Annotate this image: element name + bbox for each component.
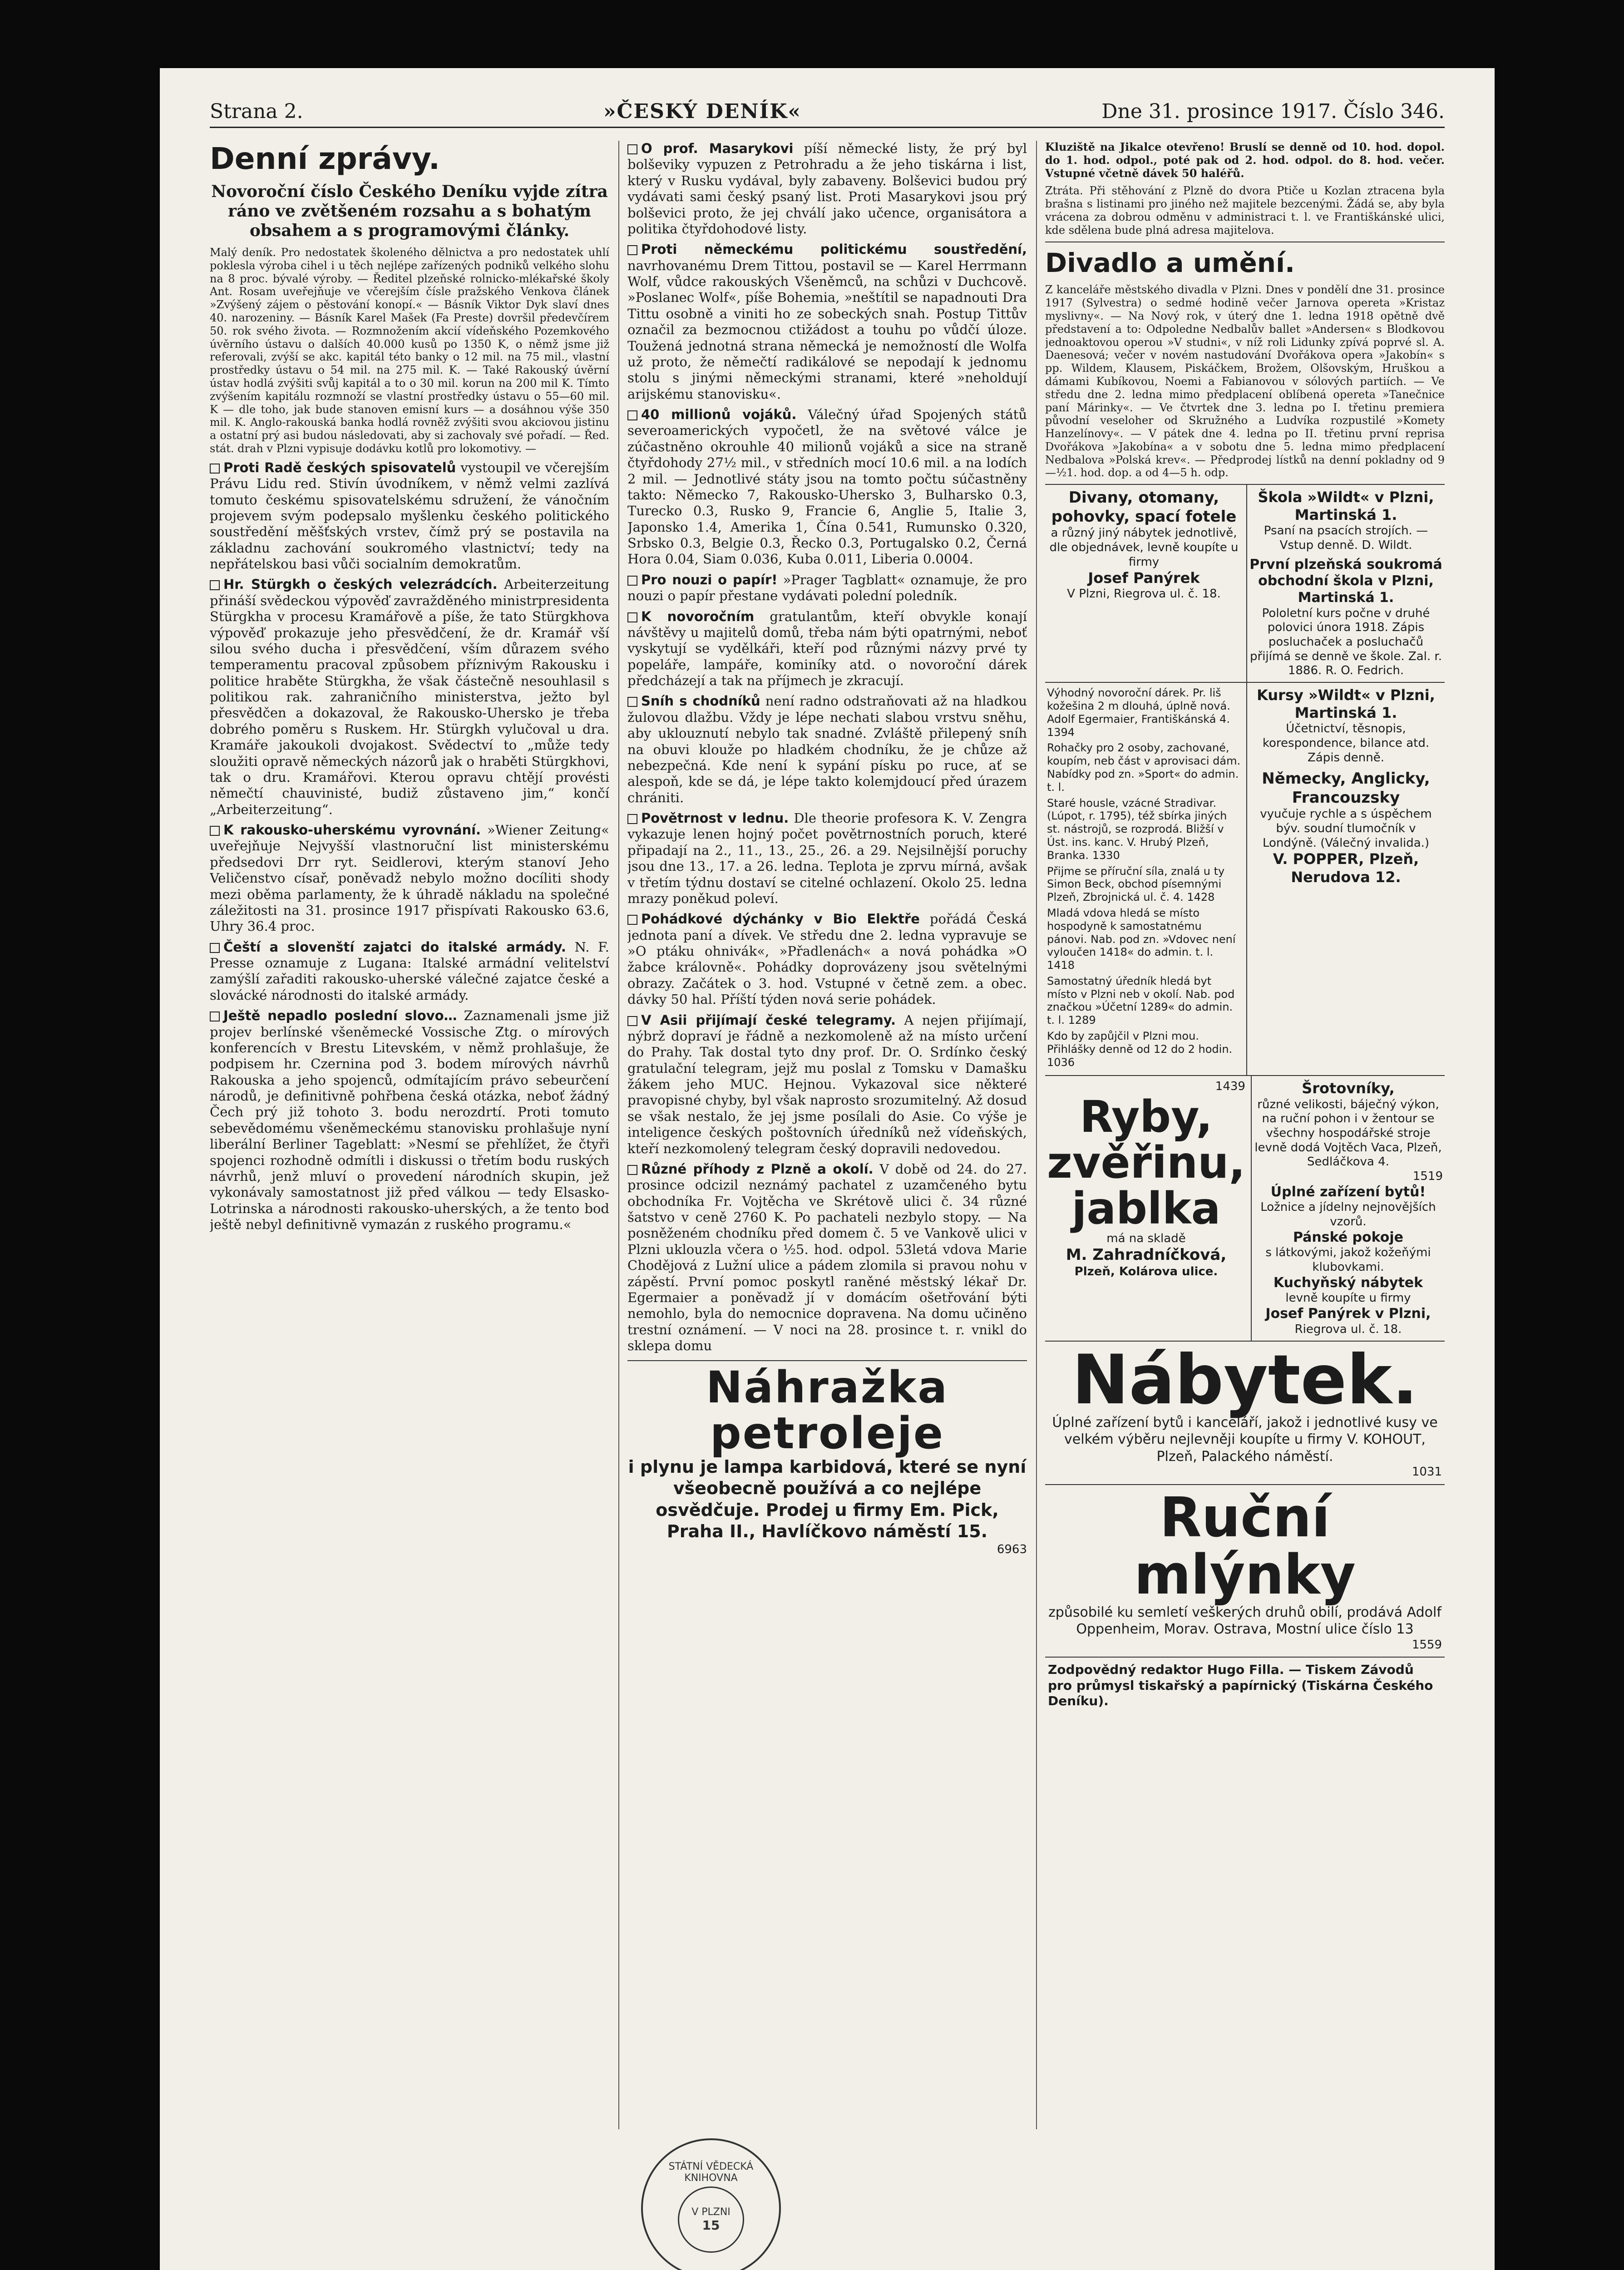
column-1 [210, 141, 609, 2129]
article-title: K novoročním [641, 608, 755, 624]
square-bullet-icon [627, 410, 637, 420]
article [210, 460, 609, 572]
classified-ad: Mladá vdova hledá se místo hospodyně k samostatnému pánovi. Nab. pod zn. »Vdovec není vyloučen 1418« do admin. t. l. 1418 [1047, 906, 1236, 972]
ad-body: Psaní na psacích strojích. — Vstup denně. D. Wildt. [1264, 524, 1428, 553]
ad-address: V Plzni, Riegrova ul. č. 18. [1067, 587, 1221, 601]
imprint: Zodpovědný redaktor Hugo Filla. — Tiskem Závodů pro průmysl tiskařský a papírnický (Tiskárna Českého Deníku). [1045, 1657, 1445, 1713]
column-2 [627, 141, 1027, 2129]
article-body: gratulantům, kteří obvykle konají návštěvy u majitelů domů, třeba nám býti opatrnými, neboť vyskytují se vydělkáři, kteří pod různými názvy prvé ty popeláře, lampáře, kominíky atd. o novoroční dárek předcházejí a tak na příjmech je zkracují. [627, 608, 1027, 688]
square-bullet-icon [210, 580, 220, 590]
ad-row [1045, 682, 1445, 1075]
ad-title: Pánské pokoje [1293, 1229, 1403, 1245]
ad-firm: Josef Panýrek v Plzni, [1265, 1306, 1431, 1322]
article [627, 572, 1027, 604]
article-title: Proti Radě českých spisovatelů [223, 459, 456, 475]
article-list [210, 460, 609, 1233]
article-body: N. F. Presse oznamuje z Lugana: Italské armádní velitelství zamýšlí zařaditi rakousko-uherské válečné zajatce české a slovácké národnosti do italské armády. [210, 939, 609, 1003]
square-bullet-icon [627, 915, 637, 925]
ad-row [1045, 484, 1445, 682]
article-body: Arbeiterzeitung přináší svědeckou výpověď zavražděného ministrpresidenta Stürgkha v procesu Kramářově a píše, že tato Stürgkhova výpověď prokazuje jeho přesvědčení, že dr. Kramář vší silou svého ducha i přesvědčení, vším důrazem svého temperamentu pracoval způsobem příznivým Rakousku i politice hraběte Stürgkha, že však částečně nesouhlasil s politikou rak. zahraničního ministerstva, ježto byl přesvědčen a dokazoval, že Rakousko-Uhersko je třeba dobrého poměru s Ruskem. Hr. Stürgkh vylučoval u dra. Kramáře jakoukoli dvojakost. Svědectví to „může tedy sloužiti opravě německých názorů jak o hraběti Stürgkhovi, tak o dru. Kramářovi. Kterou opravu chtějí provésti němečtí chauvinisté, budiž zůstaveno jim,“ končí „Arbeiterzeitung“. [210, 577, 609, 817]
article-body: pořádá Česká jednota paní a dívek. Ve středu dne 2. ledna vypravuje se »O ptáku ohnivák«, »Přadlenách« a nová pohádka »O žabce královně«. Pohádky doprovázeny jsou světelnými obrazy. Začátek o 3. hod. Vstupné v četně zem. a obec. dávky 50 hal. Příští týden nová serie pohádek. [627, 911, 1027, 1007]
ad-address: Riegrova ul. č. 18. [1294, 1322, 1402, 1336]
ad-title: Šrotovníky, [1302, 1080, 1395, 1097]
article-title: Různé příhody z Plzně a okolí. [641, 1161, 874, 1177]
square-bullet-icon [627, 697, 637, 707]
square-bullet-icon [627, 245, 637, 255]
article-title: Ještě nepadlo poslední slovo… [223, 1008, 457, 1024]
ad-address: Plzeň, Kolárova ulice. [1074, 1264, 1218, 1278]
article [627, 242, 1027, 402]
column-rule [1036, 141, 1037, 2129]
article-body: Dle theorie profesora K. V. Zengra vykazuje lenen hojný počet povětrnostních poruch, které připadají na 2., 11., 13., 25., 26. a 29. Nejsilnější poruchy jsou dne 13., 17. a 26. ledna. Teplota je zprvu mírná, avšak v třetím týdnu dostaví se citelné ochlazení. Okolo 25. ledna mrazy poněkud poleví. [627, 810, 1027, 906]
article-title: K rakousko-uherskému vyrovnání. [223, 822, 481, 838]
masthead [210, 100, 1445, 128]
ad-title: Úplné zařízení bytů! [1270, 1184, 1426, 1200]
ad-title: Německy, Anglicky, Francouzsky [1262, 770, 1430, 807]
classified-ad: Staré housle, vzácné Stradivar. (Lúpot, r. 1795), též sbírka jiných st. nástrojů, se rozprodá. Bližší v Úst. ins. kanc. V. Hrubý Plzeň, Branka. 1330 [1047, 796, 1227, 862]
ad-number: 1519 [1412, 1170, 1443, 1184]
ad-ryby [1045, 1076, 1247, 1340]
square-bullet-icon [210, 826, 220, 836]
article-title: Proti německému politickému soustředění, [641, 242, 1027, 257]
article-body: není radno odstraňovati až na hladkou žulovou dlažbu. Vždy je lépe nechati slabou vrstvu sněhu, aby uklouznutí nebylo tak snadné. Zvláště přilepený sníh na obuvi klouže po hladkém chodníku, že je chůze až nebezpečná. Kde není k sypání písku po ruce, ať se alespoň, kde se dá, je lépe takto kolemjdoucí před úrazem chrániti. [627, 693, 1027, 805]
ad-number: 6963 [997, 1542, 1027, 1556]
square-bullet-icon [627, 144, 637, 154]
square-bullet-icon [627, 1165, 637, 1175]
classified-ad: Samostatný úředník hledá byt místo v Plzni neb v okolí. Nab. pod značkou »Účetní 1289« do admin. t. l. 1289 [1047, 974, 1235, 1027]
ad-body: levně koupíte u firmy [1285, 1291, 1411, 1305]
article-title: 40 millionů vojáků. [641, 407, 797, 422]
column-3 [1045, 141, 1445, 2129]
article [210, 577, 609, 818]
theatre-heading: Divadlo a umění. [1045, 242, 1445, 279]
classified-ad: Rohačky pro 2 osoby, zachované, koupím, neb část v aprovisaci dám. Nabídky pod zn. »Sport« do admin. t. l. [1047, 741, 1241, 794]
article-title: Čeští a slovenští zajatci do italské armády. [223, 939, 566, 955]
article-list [627, 141, 1027, 1354]
article-body: V době od 24. do 27. prosince odcizil neznámý pachatel z uzamčeného bytu obchodníka Fr. Vojtěcha ve Skrétově ulici č. 34 různé šatstvo v ceně 2760 K. Po pachateli nezbylo stopy. — Na posněženém chodníku před domem č. 5 ve Vankově ulici v Plzni uklouzla včera o ½5. hod. odpol. 53letá vdova Marie Chodějová z Lužní ulice a pádem zlomila si pravou nohu v zápěstí. První pomoc poskytl raněné městský lékař Dr. Egermaier a poněvadž jí v domácím ošetřování býti nemohlo, byla do nemocnice dopravena. Na domu učiněno trestní oznámení. — V noci na 28. prosince t. r. vnikl do sklepa domu [627, 1161, 1027, 1353]
article [627, 693, 1027, 806]
article-title: Povětrnost v lednu. [641, 810, 789, 826]
petrol-ad [627, 1360, 1027, 1557]
ad-number: 1031 [1412, 1465, 1442, 1479]
article [627, 1161, 1027, 1354]
maly-denik: Malý deník. Pro nedostatek školeného dělnictva a pro nedostatek uhlí poklesla výroba cihel i u těch nejlépe zařízených podniků velkého slohu na 8 proc. bývalé výroby. — Ředitel plzeňské rolnicko-mlékařské školy Ant. Rosam uveřejňuje ve včerejším čísle pražského Venkova článek »Zvýšený zájem o pěstování konopí.« — Básník Viktor Dyk slaví dnes 40. narozeniny. — Básník Karel Mašek (Fa Preste) dovršil předevčírem 50. rok svého života. — Rozmnožením akcií vídeňského Pozemkového úvěrního ústavu o dalších 40.000 kusů po 1350 K, o němž jsme již referovali, zvýší se akc. kapitál této banky o 12 mil. na 75 mil., vlastní prostředky ústavu o 54 mil. na 275 mil. K. — Také Rakouský úvěrní ústav hodlá zvýšiti svůj kapitál a to o 30 mil. korun na 200 mil K. Tímto zvýšením kapitálu rozmnoží se vlastní prostředky ústavu o 55—60 mil. K — dle toho, jak bude stanoven emisní kurs — a dosáhnou výše 350 mil. K. Anglo-rakouská banka hodlá rovněž zvýšiti svou akciovou jistinu a ostatní prý asi budou následovati, aby si zachovaly své pořadí. — Řed. stát. drah v Plzni vypisuje dodávku kotlů pro lokomotivy. — [210, 246, 609, 455]
article-body: vystoupil ve včerejším Právu Lidu red. Stivín úvodníkem, v němž velmi zazlívá tomuto českému spisovatelskému sdružení, že vánočním projevem svým podepsalo myšlenku českého politického soustředění měšťských vrstev, čímž prý se postavila na základnu zachování soukromého vlastnictví; tedy na nepřátelskou basi vůči socialním demokratům. [210, 459, 609, 572]
article [210, 1008, 609, 1233]
classifieds [1045, 683, 1243, 1075]
column-rule [618, 141, 619, 2129]
ad-mlynky [1045, 1484, 1445, 1657]
article-body: Zaznamenali jsme již projev berlínské všeněmecké Vossische Ztg. o mírových konferencích v Brestu Litevském, v němž prohlašuje, že podpisem hr. Czernina pod 3. bodem mírových návrhů Rakouska a jeho spojenců, odmítajícím právo sebeurčení národů, je definitivně pohřbena česká otázka, neboť žádný Čech prý již tohoto 3. bodu nerozdrtí. Proti tomuto sebevědomému všeněmeckému stanovisku prohlašuje nyní liberální Berliner Tageblatt: »Nesmí se přehlížet, že čtyři spojenci rozhodně odmítli i diskussi o třetím bodu ruských návrhů, jenž mluví o provedení národních skupin, jež vykonávaly samostatnost již před válkou — tedy Elsasko-Lotrinska a národnosti rakousko-uherských, a že tento bod ještě nebyl definitivně vymazán z ruského programu.« [210, 1008, 609, 1233]
article [627, 407, 1027, 568]
classified-ad: Kdo by zapůjčil v Plzni mou. Přihlášky denně od 12 do 2 hodin. 1036 [1047, 1030, 1233, 1069]
ad-body: Ložnice a jídelny nejnovějších vzorů. [1260, 1200, 1436, 1229]
petrol-ad-text: i plynu je lampa karbidová, které se nyní všeobecně používá a co nejlépe osvědčuje. Prodej u firmy Em. Pick, Praha II., Havlíčkovo náměstí 15. [628, 1456, 1027, 1542]
article [627, 609, 1027, 689]
ad-body: s látkovými, jakož kožeňými klubovkami. [1265, 1246, 1431, 1274]
ad-row [1045, 1075, 1445, 1340]
ad-number: 1439 [1215, 1080, 1245, 1094]
ad-divany [1045, 485, 1243, 682]
library-stamp [641, 2138, 781, 2270]
stamp-ring-text: STÁTNÍ VĚDECKÁ KNIHOVNA [668, 2161, 754, 2184]
square-bullet-icon [627, 612, 637, 622]
article-body: »Prager Tagblatt« oznamuje, že pro nouzi o papír přestane vydávati polední poledník. [627, 572, 1027, 604]
newspaper-page [160, 68, 1495, 2270]
ad-body: a různý jiný nábytek jednotlivě, dle objednávek, levně koupíte u firmy [1049, 526, 1239, 569]
ad-title: Kuchyňský nábytek [1273, 1274, 1423, 1291]
article-body: navrhovanému Drem Tittou, postavil se — Karel Herrmann Wolf, vůdce rakouských Všeněmců, na schůzi v Duchcově. »Poslanec Wolf«, píše Bohemia, »neštítil se napadnouti Dra Tittu osobně a viniti ho ze sobeckých snah. Postup Tittův označil za bezmocnou ctižádost a touhu po vůdčí úloze. Toužená jednotná strana německá je nemožností dle Wolfa už proto, že němečtí radikálové se nepodají k jednomu stolu s jinými německými stranami, které »neholdují arijskému stanovisku«. [627, 257, 1027, 402]
ad-body: vyučuje rychle a s úspěchem býv. soudní tlumočník v Londýně. (Válečný invalida.) [1260, 807, 1432, 850]
classified-ad: Výhodný novoroční dárek. Pr. liš kožešina 2 m dlouhá, úplně nová. Adolf Egermaier, Františkánská 4. 1394 [1047, 686, 1230, 739]
paper-title: »ČESKÝ DENÍK« [603, 100, 801, 123]
ad-title: Škola »Wildt« v Plzni, Martinská 1. [1258, 489, 1434, 524]
article-body: A nejen přijímají, nýbrž dopraví je řádně a nezkomoleně až na místo určení do Prahy. Tak dostal tyto dny prof. Dr. O. Srdínko český gratulační telegram, jejž mu poslal z Tomsku v Damašku žákem jeho MUC. Hejnou. Vykazoval sice některé pravopisné chyby, byl však naprosto srozumitelný. Až dosud se však nestalo, že jej jsme posílali do Asie. Co výše je inteligence českých poštovních úředníků než vídeňských, kteří nezkomolený telegram český dopravili nedovedou. [627, 1012, 1027, 1156]
article [627, 911, 1027, 1007]
ad-firm: V. POPPER, Plzeň, Nerudova 12. [1273, 850, 1419, 886]
ad-skola [1246, 485, 1445, 682]
ad-title: Ruční mlýnky [1134, 1486, 1356, 1607]
article-body: »Wiener Zeitung« uveřejňuje Nejvyšší vlastnoruční list ministerskému předsedovi Drr ryt. Seidlerovi, kterým stanoví Jeho Veličenstvo císař, poněvadž nebylo možno docíliti shody mezi oběma parlamenty, že k úhradě nákladu na společné záležitosti na 31. prosince 1917 přispívati Rakousko 63.6, Uhry 36.4 proc. [210, 822, 609, 934]
stamp-inner [678, 2186, 744, 2253]
section-heading: Denní zprávy. [210, 141, 440, 176]
article-title: Sníh s chodníků [641, 693, 760, 709]
issue-date: Dne 31. prosince 1917. Číslo 346. [1101, 100, 1445, 123]
article-title: Pohádkové dýchánky v Bio Elektře [641, 911, 920, 927]
ad-title: Kursy »Wildt« v Plzni, Martinská 1. [1257, 686, 1435, 722]
article [627, 141, 1027, 237]
article-body: Válečný úřad Spojených států severoamerických vypočetl, že na světové válce je zúčastněno okrouhle 40 milionů vojáků a sice na straně čtyřdohody 27½ mil., v středních mocí 10.6 mil. a na lodích 2 mil. — Jednotlivé státy jsou na tomto počtu súčastněny takto: Německo 7, Rakousko-Uhersko 3, Bulharsko 0.3, Turecko 0.3, Rusko 9, Francie 6, Anglie 5, Italie 3, Japonsko 1.4, Amerika 1, Čína 0.541, Rumunsko 0.320, Srbsko 0.3, Belgie 0.3, Řecko 0.3, Portugalsko 0.2, Černá Hora 0.04, Siam 0.036, Kuba 0.011, Liberia 0.0004. [627, 407, 1027, 567]
ad-title: Nábytek. [1071, 1340, 1418, 1420]
classified-ad: Přijme se příruční síla, znalá u ty Simon Beck, obchod písemnými Plzeň, Zbrojnická ul. č. 4. 1428 [1047, 864, 1225, 904]
page-number: Strana 2. [210, 100, 303, 123]
lead-notice: Novoroční číslo Českého Deníku vyjde zítra ráno ve zvětšeném rozsahu a s bohatým obsahem a s programovými články. [211, 182, 608, 240]
ad-firm: Josef Panýrek [1088, 569, 1200, 587]
article-title: Hr. Stürgkh o českých velezrádcích. [223, 577, 498, 592]
ad-kursy [1246, 683, 1445, 1075]
ad-srotovniky [1251, 1076, 1445, 1340]
article [210, 939, 609, 1004]
petrol-ad-heading: Náhražka petroleje [706, 1362, 949, 1459]
ad-body: Účetnictví, těsnopis, korespondence, bilance atd. Zápis denně. [1262, 722, 1430, 765]
ad-body: Pololetní kurs počne v druhé polovici února 1918. Zápis posluchaček a posluchačů přijímá se denně ve škole. Zal. r. 1886. R. O. Fedrich. [1250, 606, 1442, 678]
ad-body: způsobilé ku semletí veškerých druhů obilí, prodává Adolf Oppenheim, Morav. Ostrava, Mostní ulice číslo 13 [1048, 1604, 1441, 1638]
article-body: píší německé listy, že prý byl bolševiky vypuzen z Petrohradu a že jeho tiskárna i list, který v Rusku vydával, byly zabaveny. Bolševici budou prý vydávati sami český psaný list. Proti Masarykovi jsou prý bolševici proto, že jej chválí jako učence, organisátora a politika čtyřdohodové listy. [627, 141, 1027, 237]
stamp-number: 15 [702, 2218, 720, 2233]
ad-title: Divany, otomany, pohovky, spací fotele [1051, 489, 1237, 526]
ad-nabytek [1045, 1341, 1445, 1484]
square-bullet-icon [210, 464, 220, 474]
square-bullet-icon [627, 814, 637, 824]
article-title: V Asii přijímají české telegramy. [641, 1012, 896, 1028]
ad-title: Ryby, zvěřinu, jablka [1047, 1091, 1245, 1234]
article [627, 810, 1027, 907]
square-bullet-icon [627, 1016, 637, 1026]
stamp-city: V PLZNI [691, 2206, 731, 2218]
notice-kluziste: Kluziště na Jikalce otevřeno! Bruslí se denně od 10. hod. dopol. do 1. hod. odpol., poté pak od 2. hod. odpol. do 8. hod. večer. Vstupné včetně dávek 50 haléřů. [1045, 141, 1445, 180]
ad-body: Úplné zařízení bytů i kanceláří, jakož i jednotlivé kusy ve velkém výběru nejlevněji koupíte u firmy V. KOHOUT, Plzeň, Palackého náměstí. [1052, 1414, 1438, 1465]
ad-title: První plzeňská soukromá obchodní škola v Plzni, Martinská 1. [1249, 556, 1442, 606]
square-bullet-icon [627, 576, 637, 586]
ad-body: různé velikosti, báječný výkon, na ruční pohon i v žentour se všechny hospodářské stroje levně dodá Vojtěch Vaca, Plzeň, Sedláčkova 4. [1254, 1097, 1442, 1169]
article-title: O prof. Masarykovi [641, 141, 794, 156]
article [627, 1012, 1027, 1157]
article [210, 822, 609, 935]
ad-number: 1559 [1412, 1638, 1442, 1652]
ad-firm: M. Zahradníčková, [1066, 1246, 1227, 1264]
theatre-body: Z kanceláře městského divadla v Plzni. Dnes v pondělí dne 31. prosince 1917 (Sylvestra) o sedmé hodině večer Jarnova opereta »Kristaz myslivny«. — Na Nový rok, v úterý dne 1. ledna 1918 opětně dvě představení a to: Odpoledne Nedbalův ballet »Andersen« s Blodkovou jednoaktovou operou »V studni«, v níž roli Lidunky zpívá poprvé sl. A. Daenesová; večer v novém nastudování Dvořákova opera »Jakobín« s pp. Wildem, Klausem, Piskáčkem, Brožem, Olšovským, Hruškou a dámami Kubíkovou, Noemi a Fabianovou v sólových partiích. — Ve středu dne 2. ledna mimo předplacení oblíbená opereta »Tanečnice paní Márinky«. — Ve čtvrtek dne 3. ledna po I. třetinu premiera původní veseloher od Skružného a Ludvíka rozpustilé »Komety Hanzelínovy«. — V pátek dne 4. ledna po II. třetinu první reprisa Dvořákova »Jakobína« a v sobotu dne 5. ledna mimo předplacení Nedbalova »Polská krev«. — Předprodej lístků na denní pokladny od 9—½1. hod. dop. a od 4—5 h. odp. [1045, 283, 1445, 479]
square-bullet-icon [210, 943, 220, 953]
article-title: Pro nouzi o papír! [641, 572, 778, 587]
square-bullet-icon [210, 1012, 220, 1022]
ad-body: má na skladě [1106, 1231, 1186, 1245]
notice-ztrata: Ztráta. Při stěhování z Plzně do dvora Ptiče u Kozlan ztracena byla brašna s listinami pro jiného než majitele bezcenými. Žádá se, aby byla vrácena za dobrou odměnu v administraci t. l. ve Františkánské ulici, kde sdělena bude plná adresa majitelova. [1045, 184, 1445, 237]
